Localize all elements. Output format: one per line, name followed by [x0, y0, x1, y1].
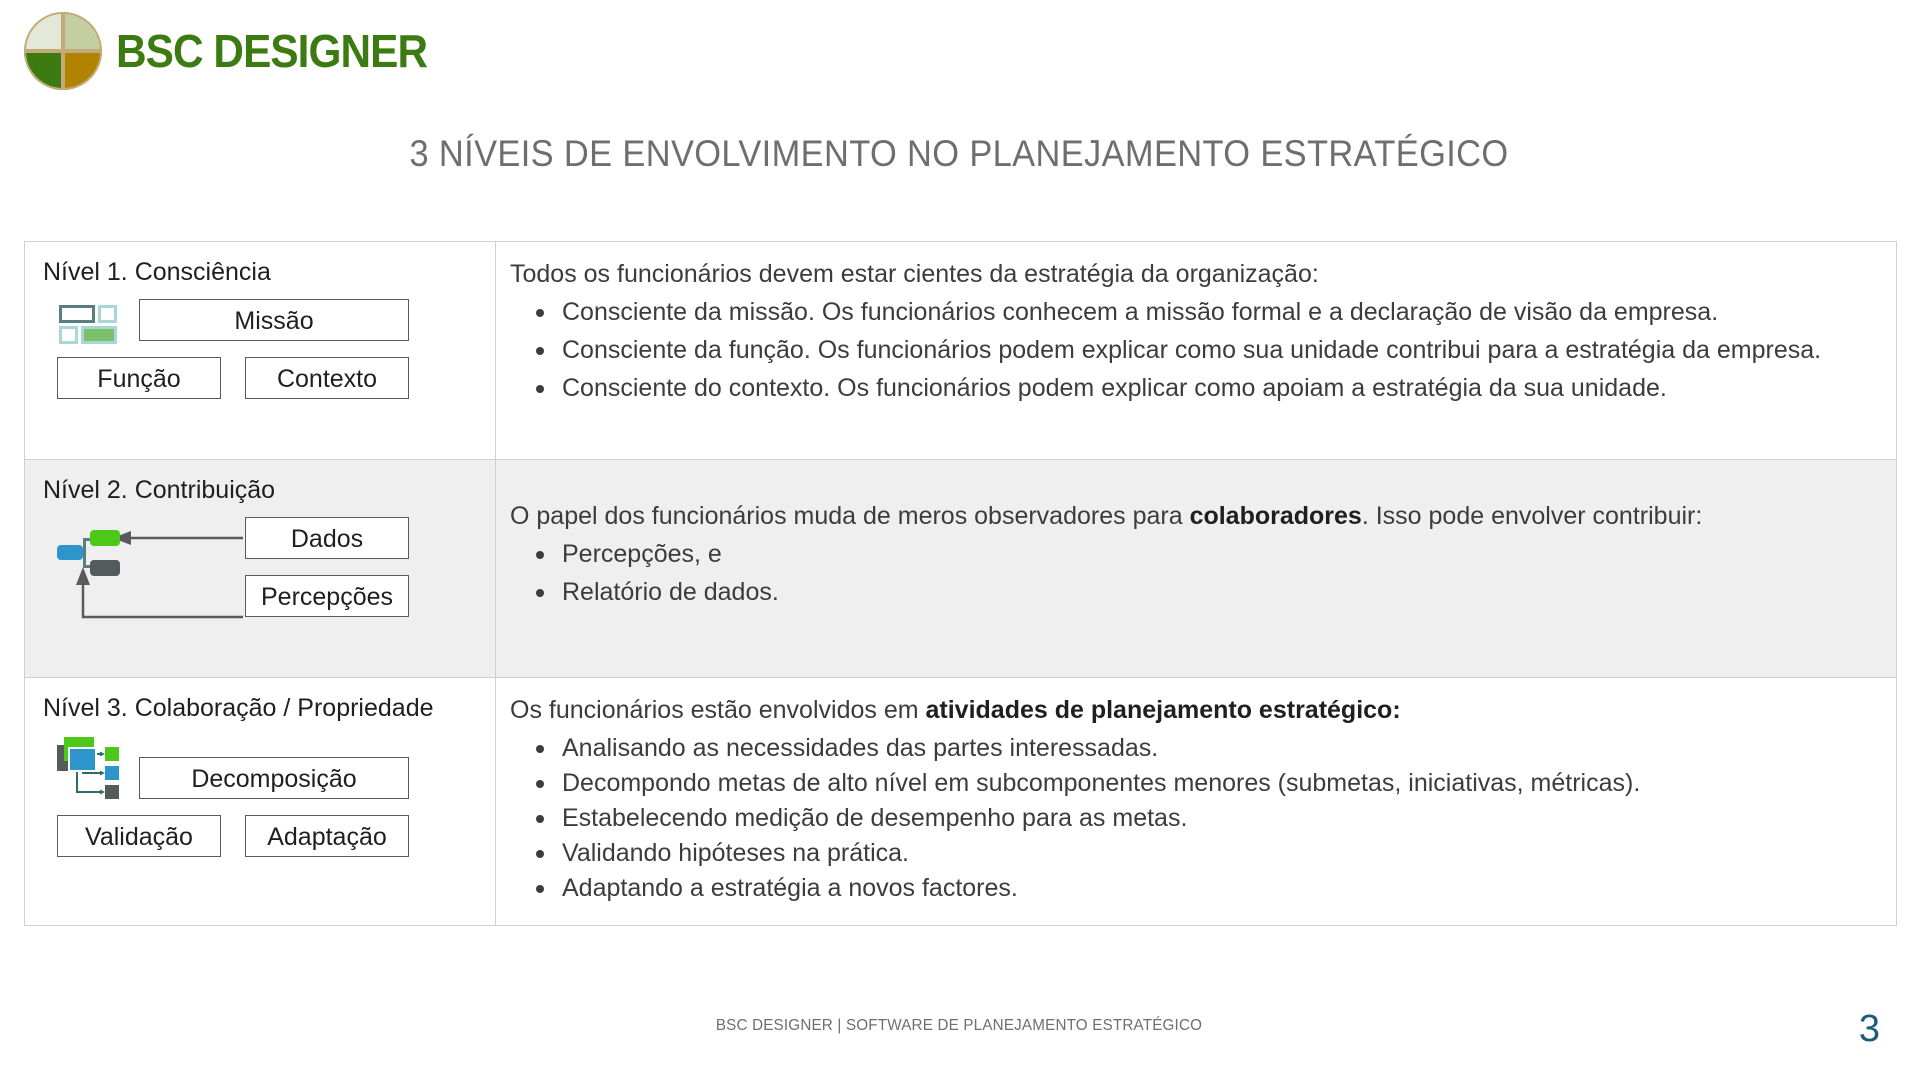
list-item: Analisando as necessidades das partes interessadas.	[562, 732, 1874, 764]
level-1-diagram-cell	[25, 242, 496, 460]
brand-wordmark: BSC DESIGNER	[116, 25, 428, 77]
page-number: 3	[1858, 1008, 1880, 1050]
list-item: Consciente do contexto. Os funcionários podem explicar como apoiam a estratégia da sua unidade.	[562, 372, 1874, 404]
grid-cell-top-left	[59, 305, 95, 323]
level-1-heading: Nível 1. Consciência	[43, 258, 271, 286]
level-2-content-cell	[496, 460, 1897, 678]
brand-logo-area	[24, 12, 454, 90]
logo-rim	[24, 12, 102, 90]
level-3-content-cell	[496, 678, 1897, 926]
level-2-diagram	[43, 517, 477, 657]
grid-cell-bottom-left	[59, 326, 78, 344]
node-box-missao[interactable]: Missão	[139, 299, 409, 341]
level-1-content-cell	[496, 242, 1897, 460]
table-row-level-3	[25, 678, 1897, 926]
level-3-lead	[510, 694, 1874, 726]
table-row-level-1	[25, 242, 1897, 460]
level-3-diagram	[43, 735, 477, 875]
sub-square-gray	[105, 785, 119, 799]
list-item: Consciente da missão. Os funcionários conhecem a missão formal e a declaração de visão da empresa.	[562, 296, 1874, 328]
level-3-bullet-list	[510, 732, 1874, 904]
list-item: Decompondo metas de alto nível em subcomponentes menores (submetas, iniciativas, métricas).	[562, 767, 1874, 799]
level-2-diagram-cell	[25, 460, 496, 678]
level-1-bullet-list	[510, 296, 1874, 404]
node-box-contexto[interactable]: Contexto	[245, 357, 409, 399]
list-item: Percepções, e	[562, 538, 1874, 570]
level-1-lead	[510, 258, 1874, 290]
branch-node-blue	[57, 545, 83, 560]
node-box-adaptacao[interactable]: Adaptação	[245, 815, 409, 857]
list-item: Consciente da função. Os funcionários podem explicar como sua unidade contribui para a estratégia da empresa.	[562, 334, 1874, 366]
list-item: Adaptando a estratégia a novos factores.	[562, 872, 1874, 904]
level-2-lead-text: O papel dos funcionários muda de meros observadores para	[510, 502, 1190, 530]
table-row-level-2	[25, 460, 1897, 678]
node-box-validacao[interactable]: Validação	[57, 815, 221, 857]
levels-table	[24, 241, 1897, 926]
level-2-lead-emphasis: colaboradores	[1189, 502, 1362, 530]
node-box-dados[interactable]: Dados	[245, 517, 409, 559]
stack-square-blue	[68, 747, 97, 772]
branch-node-gray	[90, 560, 120, 576]
level-3-lead-emphasis: atividades de planejamento estratégico:	[925, 696, 1401, 724]
sub-square-blue	[105, 766, 119, 780]
footer-text: BSC DESIGNER | SOFTWARE DE PLANEJAMENTO ESTRATÉGICO	[715, 1017, 1203, 1034]
node-branch-icon	[57, 529, 119, 577]
level-3-diagram-cell	[25, 678, 496, 926]
bsc-quadrant-circle-logo-icon	[24, 12, 102, 90]
sub-square-green	[105, 747, 119, 761]
grid-cells-icon	[59, 305, 117, 345]
list-item: Validando hipóteses na prática.	[562, 837, 1874, 869]
list-item: Relatório de dados.	[562, 576, 1874, 608]
level-3-lead-text: Os funcionários estão envolvidos em	[510, 696, 926, 724]
node-box-decomposicao[interactable]: Decomposição	[139, 757, 409, 799]
level-1-diagram	[43, 299, 477, 439]
decomposition-icon	[57, 737, 123, 799]
level-2-heading: Nível 2. Contribuição	[43, 476, 276, 504]
level-1-lead-text: Todos os funcionários devem estar cientes da estratégia da organização:	[510, 260, 1319, 288]
grid-cell-top-right	[98, 305, 117, 323]
level-2-lead-tail: . Isso pode envolver contribuir:	[1361, 502, 1703, 530]
page-title: 3 NÍVEIS DE ENVOLVIMENTO NO PLANEJAMENTO ESTRATÉGICO	[409, 133, 1509, 174]
node-box-funcao[interactable]: Função	[57, 357, 221, 399]
node-box-percepcoes[interactable]: Percepções	[245, 575, 409, 617]
level-2-bullet-list	[510, 538, 1874, 608]
level-2-lead	[510, 500, 1874, 532]
level-3-heading: Nível 3. Colaboração / Propriedade	[43, 694, 434, 722]
list-item: Estabelecendo medição de desempenho para as metas.	[562, 802, 1874, 834]
grid-cell-bottom-right	[81, 326, 117, 344]
branch-node-green	[90, 530, 120, 546]
